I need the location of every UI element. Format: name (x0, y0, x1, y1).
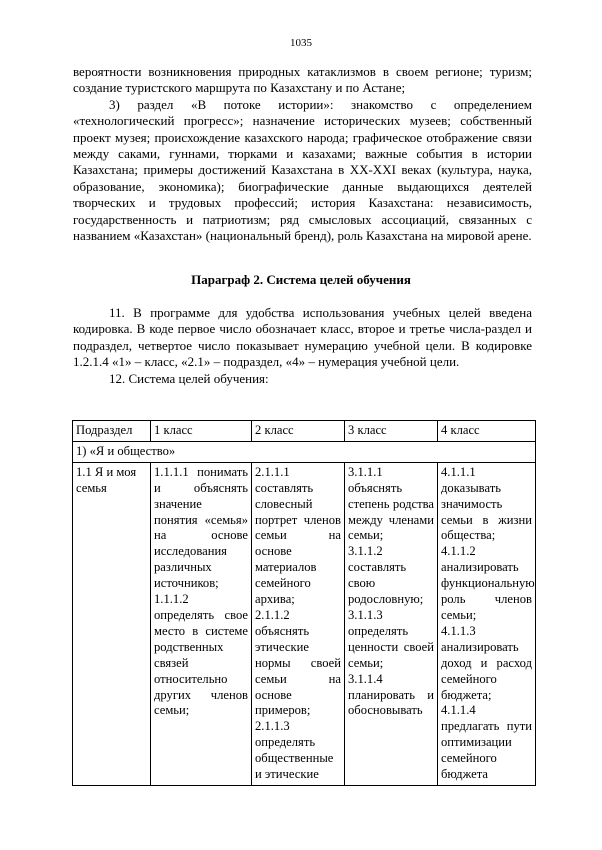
page-number: 1035 (290, 37, 312, 49)
goal-text: 2.1.1.3 определять общественные и этические (255, 719, 334, 782)
grade2-cell (252, 462, 345, 785)
header-cell: 2 класс (252, 421, 345, 442)
goal-text: 2.1.1.1 составлять словесный портрет членов семьи на основе материалов семейного архива; (255, 464, 341, 607)
table-section-row (73, 441, 536, 462)
goal-text: 4.1.1.3 анализировать доход и расход семейного бюджета; (441, 623, 532, 702)
goal-text: 3.1.1.2 составлять свою родословную; (348, 544, 424, 607)
header-cell: 4 класс (438, 421, 536, 442)
learning-goals-table (72, 420, 536, 786)
section-heading: Параграф 2. Система целей обучения (191, 272, 411, 287)
goal-text: 4.1.1.2 анализировать функциональную роль членов семьи; (441, 544, 535, 622)
header-cell: 3 класс (345, 421, 438, 442)
goal-text: 4.1.1.4 предлагать пути оптимизации семейного бюджета (441, 703, 532, 782)
paragraph: вероятности возникновения природных катаклизмов в своем регионе; туризм; создание туристского маршрута по Казахстану и по Астане; (73, 64, 532, 96)
header-cell: 1 класс (151, 421, 252, 442)
goal-text: 3.1.1.1 объяснять степень родства между членами семьи; (348, 464, 434, 543)
goal-text: 1.1.1.1 понимать и объяснять значение понятия «семья» на основе исследования различных источников; (154, 464, 248, 591)
intro-text (73, 64, 532, 244)
grade1-cell (151, 462, 252, 785)
section-cell: 1) «Я и общество» (73, 441, 536, 462)
grade4-cell (438, 462, 536, 785)
paragraph: 3) раздел «В потоке истории»: знакомство с определением «технологический прогресс»; назначение исторических музеев; собственный проект музея; происхождение казахского народа; графическое отображение связи между саками, гуннами, тюрками и казахами; важные события в истории Казахстана; примеры достижений Казахстана в XX-XXI веках (культура, наука, образование, экономика); биографические данные выдающихся деятелей творческих и трудовых профессий; история Казахстана: независимость, государственность и патриотизм; ряд смысловых ассоциаций, связанных с названием «Казахстан» (национальный бренд), роль Казахстана на мировой арене. (73, 96, 532, 244)
goal-text: 3.1.1.3 определять ценности своей семьи; (348, 607, 434, 670)
goal-text: 3.1.1.4 планировать и обосновывать (348, 671, 434, 718)
header-cell: Подраздел (73, 421, 151, 442)
paragraph: 11. В программе для удобства использования учебных целей введена кодировка. В коде первое число обозначает класс, второе и третье числа-раздел и подраздел, четвертое число показывает нумерацию учебной цели. В кодировке 1.2.1.4 «1» – класс, «2.1» – подраздел, «4» – нумерация учебной цели. (73, 305, 532, 370)
goal-text: 4.1.1.1 доказывать значимость семьи в жизни общества; (441, 464, 532, 543)
table-row (73, 462, 536, 785)
table-header-row (73, 421, 536, 442)
goal-text: 1.1.1.2 определять свое место в системе родственных связей относительно других членов семьи; (154, 592, 248, 718)
body-text (73, 305, 532, 387)
goal-text: 2.1.1.2 объяснять этические нормы своей семьи на основе примеров; (255, 607, 341, 718)
paragraph: 12. Система целей обучения: (109, 370, 269, 386)
grade3-cell (345, 462, 438, 785)
subsection-cell: 1.1 Я и моя семья (73, 462, 151, 785)
